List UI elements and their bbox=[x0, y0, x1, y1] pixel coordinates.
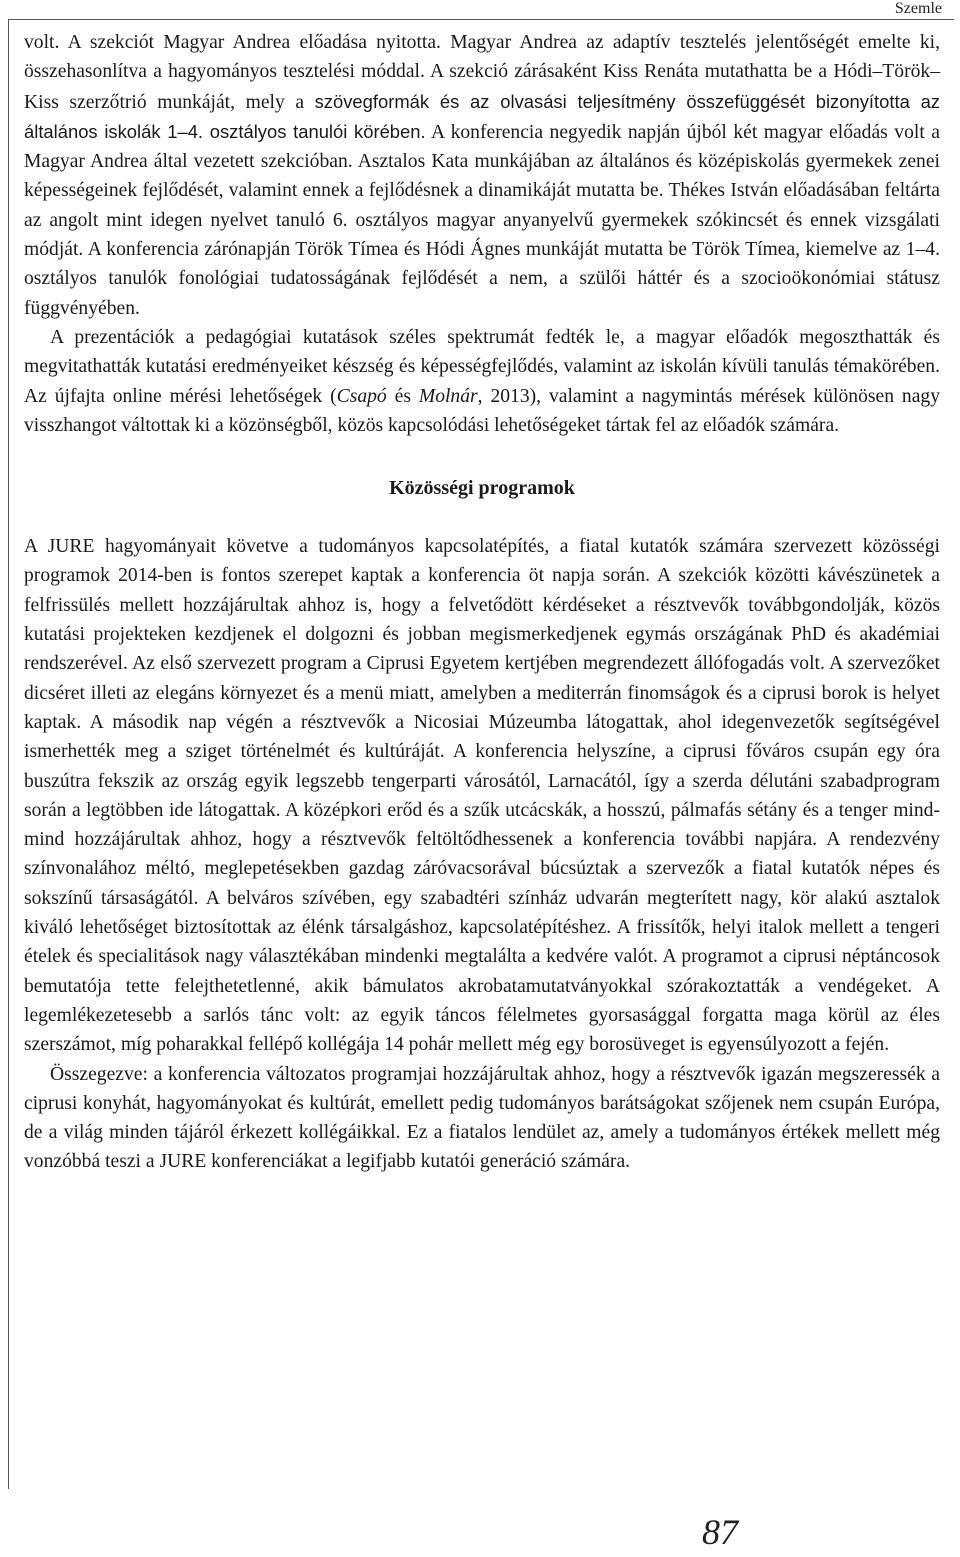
margin-rule bbox=[8, 19, 9, 1489]
paragraph-intro-1-rest: A konferencia negyedik napján újból két magyar előadás volt a Magyar Andrea által vezetett szekcióban. Asztalos Kata munkájában az általános és középiskolás gyermekek zenei képességeinek fejlődését, valamint ennek a fejlődésnek a dinamikáját mutatta be. Thékes István előadásában feltárta az angolt mint idegen nyelvet tanuló 6. osztályos magyar anyanyelvű gyermekek szókincsét és ennek vizsgálati módját. A konferencia zárónapján Török Tímea és Hódi Ágnes munkáját mutatta be Török Tímea, kiemelve az 1–4. osztályos tanulók fonológiai tudatosságának fejlődését a nem, a szülői háttér és a szocioökonómiai státusz függvényében. bbox=[24, 121, 940, 319]
paragraph-intro-2 bbox=[24, 323, 940, 440]
article-body bbox=[24, 28, 940, 1177]
citation-and: és bbox=[386, 385, 419, 407]
page-number: 87 bbox=[702, 1512, 738, 1552]
section-heading: Közösségi programok bbox=[389, 477, 575, 500]
paragraph-intro-1 bbox=[24, 28, 940, 323]
running-head: Szemle bbox=[894, 0, 942, 17]
citation-author-2: Molnár bbox=[418, 385, 478, 407]
paragraph-intro-2-a: A prezentációk a pedagógiai kutatások széles spektrumát fedték le, a magyar előadók megoszthatták és megvitathatták kutatási eredményeiket készség és képességfejlődés, valamint az iskolán kívüli tanulás témakörében. Az újfajta online mérési lehetőségek ( bbox=[24, 326, 940, 407]
paragraph-intro-2-b: , 2013), valamint a nagymintás mérések különösen nagy visszhangot váltottak ki a közönségből, közös kapcsolódási lehetőségeket tártak fel az előadók számára. bbox=[24, 385, 940, 436]
paragraph-intro-1-text: volt. A szekciót Magyar Andrea előadása nyitotta. Magyar Andrea az adaptív tesztelés jelentőségét emelte ki, összehasonlítva a hagyományos tesztelési móddal. A szekció zárásaként Kiss Renáta mutathatta be a Hódi–Török–Kiss szerzőtrió munkáját, mely a bbox=[24, 32, 940, 113]
paragraph-section-1: A JURE hagyományait követve a tudományos kapcsolatépítés, a fiatal kutatók számára szervezett közösségi programok 2014-ben is fontos szerepet kaptak a konferencia öt napja során. A szekciók közötti kávészünetek a felfrissülés mellett hozzájárultak ahhoz is, hogy a felvetődött kérdéseket a résztvevők továbbgondolják, közös kutatási projekteken kezdjenek el dolgozni és jobban megismerkedjenek egymás országának PhD és akadémiai rendszerével. Az első szervezett program a Ciprusi Egyetem kertjében megrendezett állófogadás volt. A szervezőket dicséret illeti az elegáns környezet és a menü miatt, amelyben a mediterrán finomságok és a ciprusi borok is helyet kaptak. A második nap végén a résztvevők a Nicosiai Múzeumba látogattak, ahol idegenvezetők segítségével ismerhették meg a sziget történelmét és kultúráját. A konferencia helyszíne, a ciprusi főváros csupán egy óra buszútra fekszik az ország egyik legszebb tengerparti városától, Larnacától, így a szerda délutáni szabadprogram során a legtöbben ide látogattak. A középkori erőd és a szűk utcácskák, a hosszú, pálmafás sétány és a tenger mind-mind hozzájárultak ahhoz, hogy a résztvevők feltöltődhessenek a konferencia további napjára. A rendezvény színvonalához méltó, meglepetésekben gazdag záróvacsorával búcsúztak a szervezők a fiatal kutatók népes és sokszínű társaságától. A belváros szívében, egy szabadtéri színház udvarán megterített nagy, kör alakú asztalok kiváló lehetőséget biztosítottak az élénk társalgáshoz, kapcsolatépítéshez. A frissítők, helyi italok mellett a tengeri ételek és specialitások nagy választékában mindenki megtalálta a kedvére valót. A programot a ciprusi néptáncosok bemutatója tette felejthetetlenné, akik bámulatos akrobatamutatványokkal szórakoztatták a vendégeket. A legemlékezetesebb a sarlós tánc volt: az egyik táncos félelmetes gyorsasággal forgatta maga körül az éles szerszámot, míg poharakkal fellépő kollégája 14 pohár mellett még egy borosüveget is egyensúlyozott a fején. bbox=[24, 536, 940, 1056]
citation-author-1: Csapó bbox=[336, 385, 387, 407]
header-rule bbox=[8, 19, 954, 20]
paragraph-intro-1-sans-text: szövegformák és az olvasási teljesítmény összefüggését bizonyította az általános iskolák 1–4. osztályos tanulói körében. bbox=[24, 90, 940, 142]
paragraph-section-2: Összegezve: a konferencia változatos programjai hozzájárultak ahhoz, hogy a résztvevők igazán megszeressék a ciprusi konyhát, hagyományokat és kultúrát, emellett pedig tudományos barátságokat szőjenek nem csupán Európa, de a világ minden tájáról érkezett kollégáikkal. Ez a fiatalos lendület az, amely a tudományos értékek mellett még vonzóbbá teszi a JURE konferenciákat a legifjabb kutatói generáció számára. bbox=[24, 1063, 940, 1173]
